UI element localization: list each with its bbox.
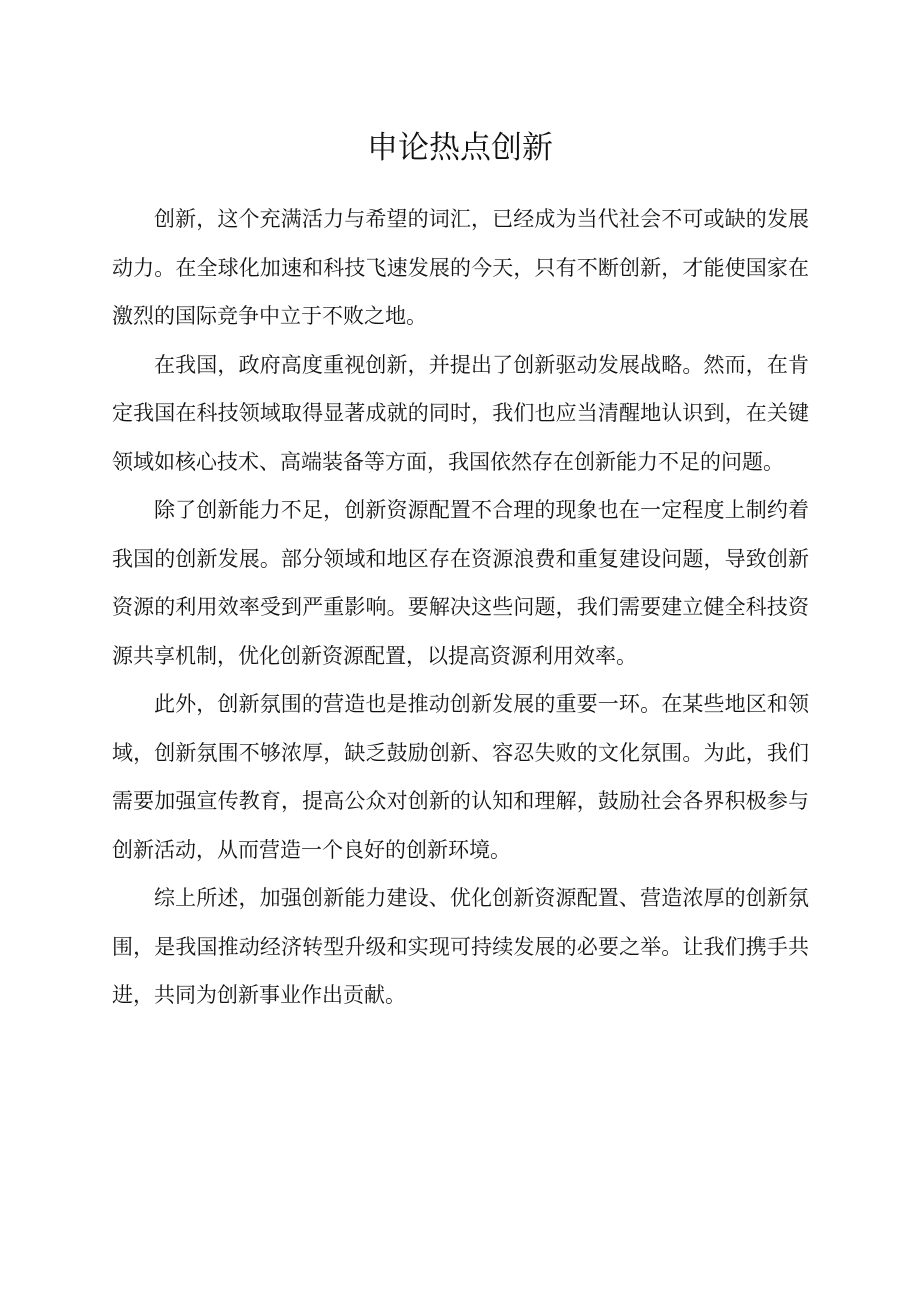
document-body (112, 195, 809, 1020)
page-title: 申论热点创新 (367, 130, 553, 166)
paragraph-5: 综上所述，加强创新能力建设、优化创新资源配置、营造浓厚的创新氛围，是我国推动经济转型升级和实现可持续发展的必要之举。让我们携手共进，共同为创新事业作出贡献。 (112, 886, 809, 1007)
paragraph-4: 此外，创新氛围的营造也是推动创新发展的重要一环。在某些地区和领域，创新氛围不够浓厚，缺乏鼓励创新、容忍失败的文化氛围。为此，我们需要加强宣传教育，提高公众对创新的认知和理解，鼓励社会各界积极参与创新活动，从而营造一个良好的创新环境。 (112, 692, 809, 862)
paragraph-2: 在我国，政府高度重视创新，并提出了创新驱动发展战略。然而，在肯定我国在科技领域取得显著成就的同时，我们也应当清醒地认识到，在关键领域如核心技术、高端装备等方面，我国依然存在创新能力不足的问题。 (112, 352, 809, 474)
paragraph-1: 创新，这个充满活力与希望的词汇，已经成为当代社会不可或缺的发展动力。在全球化加速和科技飞速发展的今天，只有不断创新，才能使国家在激烈的国际竞争中立于不败之地。 (112, 207, 809, 328)
paragraph-3: 除了创新能力不足，创新资源配置不合理的现象也在一定程度上制约着我国的创新发展。部分领域和地区存在资源浪费和重复建设问题，导致创新资源的利用效率受到严重影响。要解决这些问题，我们需要建立健全科技资源共享机制，优化创新资源配置，以提高资源利用效率。 (112, 498, 809, 668)
